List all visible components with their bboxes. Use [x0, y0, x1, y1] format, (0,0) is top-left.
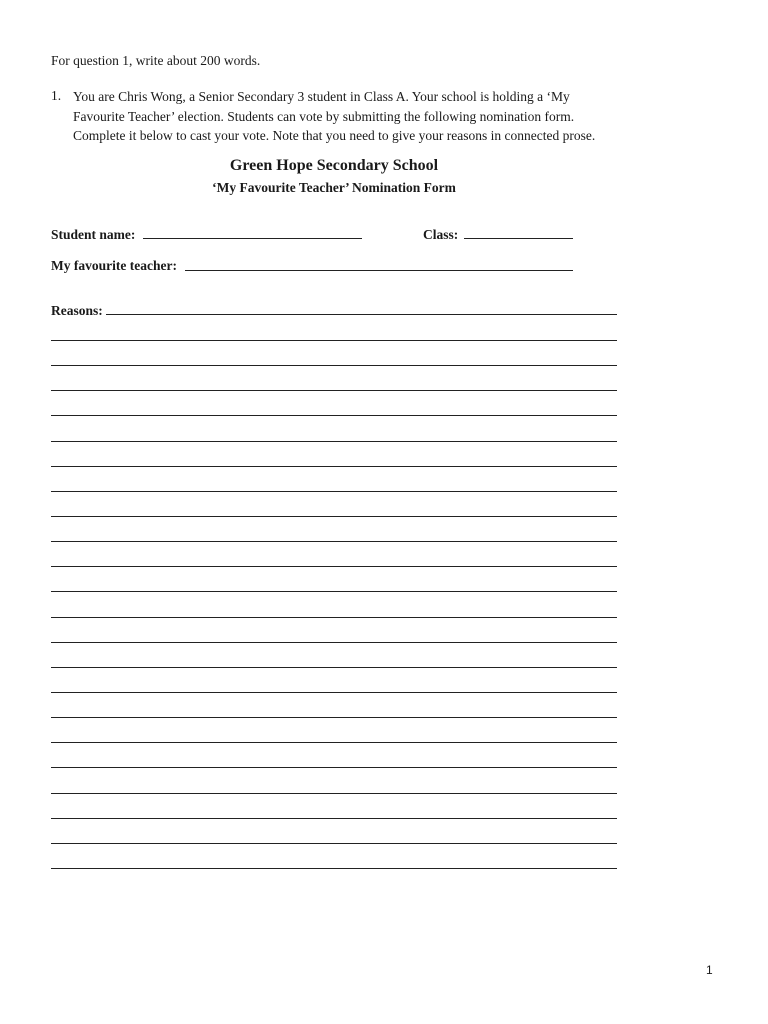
reason-writing-line[interactable] [51, 441, 617, 442]
reason-writing-line[interactable] [51, 617, 617, 618]
question-line: Favourite Teacher’ election. Students can vote by submitting the following nomination form. [73, 108, 575, 124]
question-text [73, 87, 613, 146]
reason-writing-line[interactable] [51, 868, 617, 869]
reason-writing-line[interactable] [51, 642, 617, 643]
reason-writing-line[interactable] [51, 742, 617, 743]
class-label: Class: [423, 227, 459, 242]
reason-writing-line[interactable] [51, 390, 617, 391]
student-name-field[interactable] [143, 238, 362, 239]
question-number: 1. [51, 88, 62, 103]
reason-writing-line[interactable] [51, 767, 617, 768]
form-title: ‘My Favourite Teacher’ Nomination Form [212, 180, 456, 195]
reason-writing-line[interactable] [51, 667, 617, 668]
reason-writing-line[interactable] [51, 818, 617, 819]
reasons-first-line[interactable] [106, 314, 617, 315]
reason-writing-line[interactable] [51, 843, 617, 844]
reason-writing-line[interactable] [51, 340, 617, 341]
question-line: You are Chris Wong, a Senior Secondary 3 student in Class A. Your school is holding a ‘My [73, 89, 570, 104]
reason-writing-line[interactable] [51, 516, 617, 517]
reason-writing-line[interactable] [51, 692, 617, 693]
reason-writing-line[interactable] [51, 415, 617, 416]
reasons-label: Reasons: [51, 303, 103, 318]
student-name-label: Student name: [51, 227, 136, 242]
page-number: 1 [706, 963, 713, 977]
reason-writing-line[interactable] [51, 566, 617, 567]
teacher-field[interactable] [185, 270, 573, 271]
class-field[interactable] [464, 238, 573, 239]
reason-writing-line[interactable] [51, 365, 617, 366]
instruction-text: For question 1, write about 200 words. [51, 53, 261, 68]
school-name: Green Hope Secondary School [229, 157, 439, 174]
question-line: Complete it below to cast your vote. Note that you need to give your reasons in connected prose. [73, 128, 596, 143]
reason-writing-line[interactable] [51, 793, 617, 794]
reason-writing-line[interactable] [51, 491, 617, 492]
reason-writing-line[interactable] [51, 541, 617, 542]
reason-writing-line[interactable] [51, 591, 617, 592]
teacher-label: My favourite teacher: [51, 258, 177, 273]
reason-writing-line[interactable] [51, 466, 617, 467]
reason-writing-line[interactable] [51, 717, 617, 718]
